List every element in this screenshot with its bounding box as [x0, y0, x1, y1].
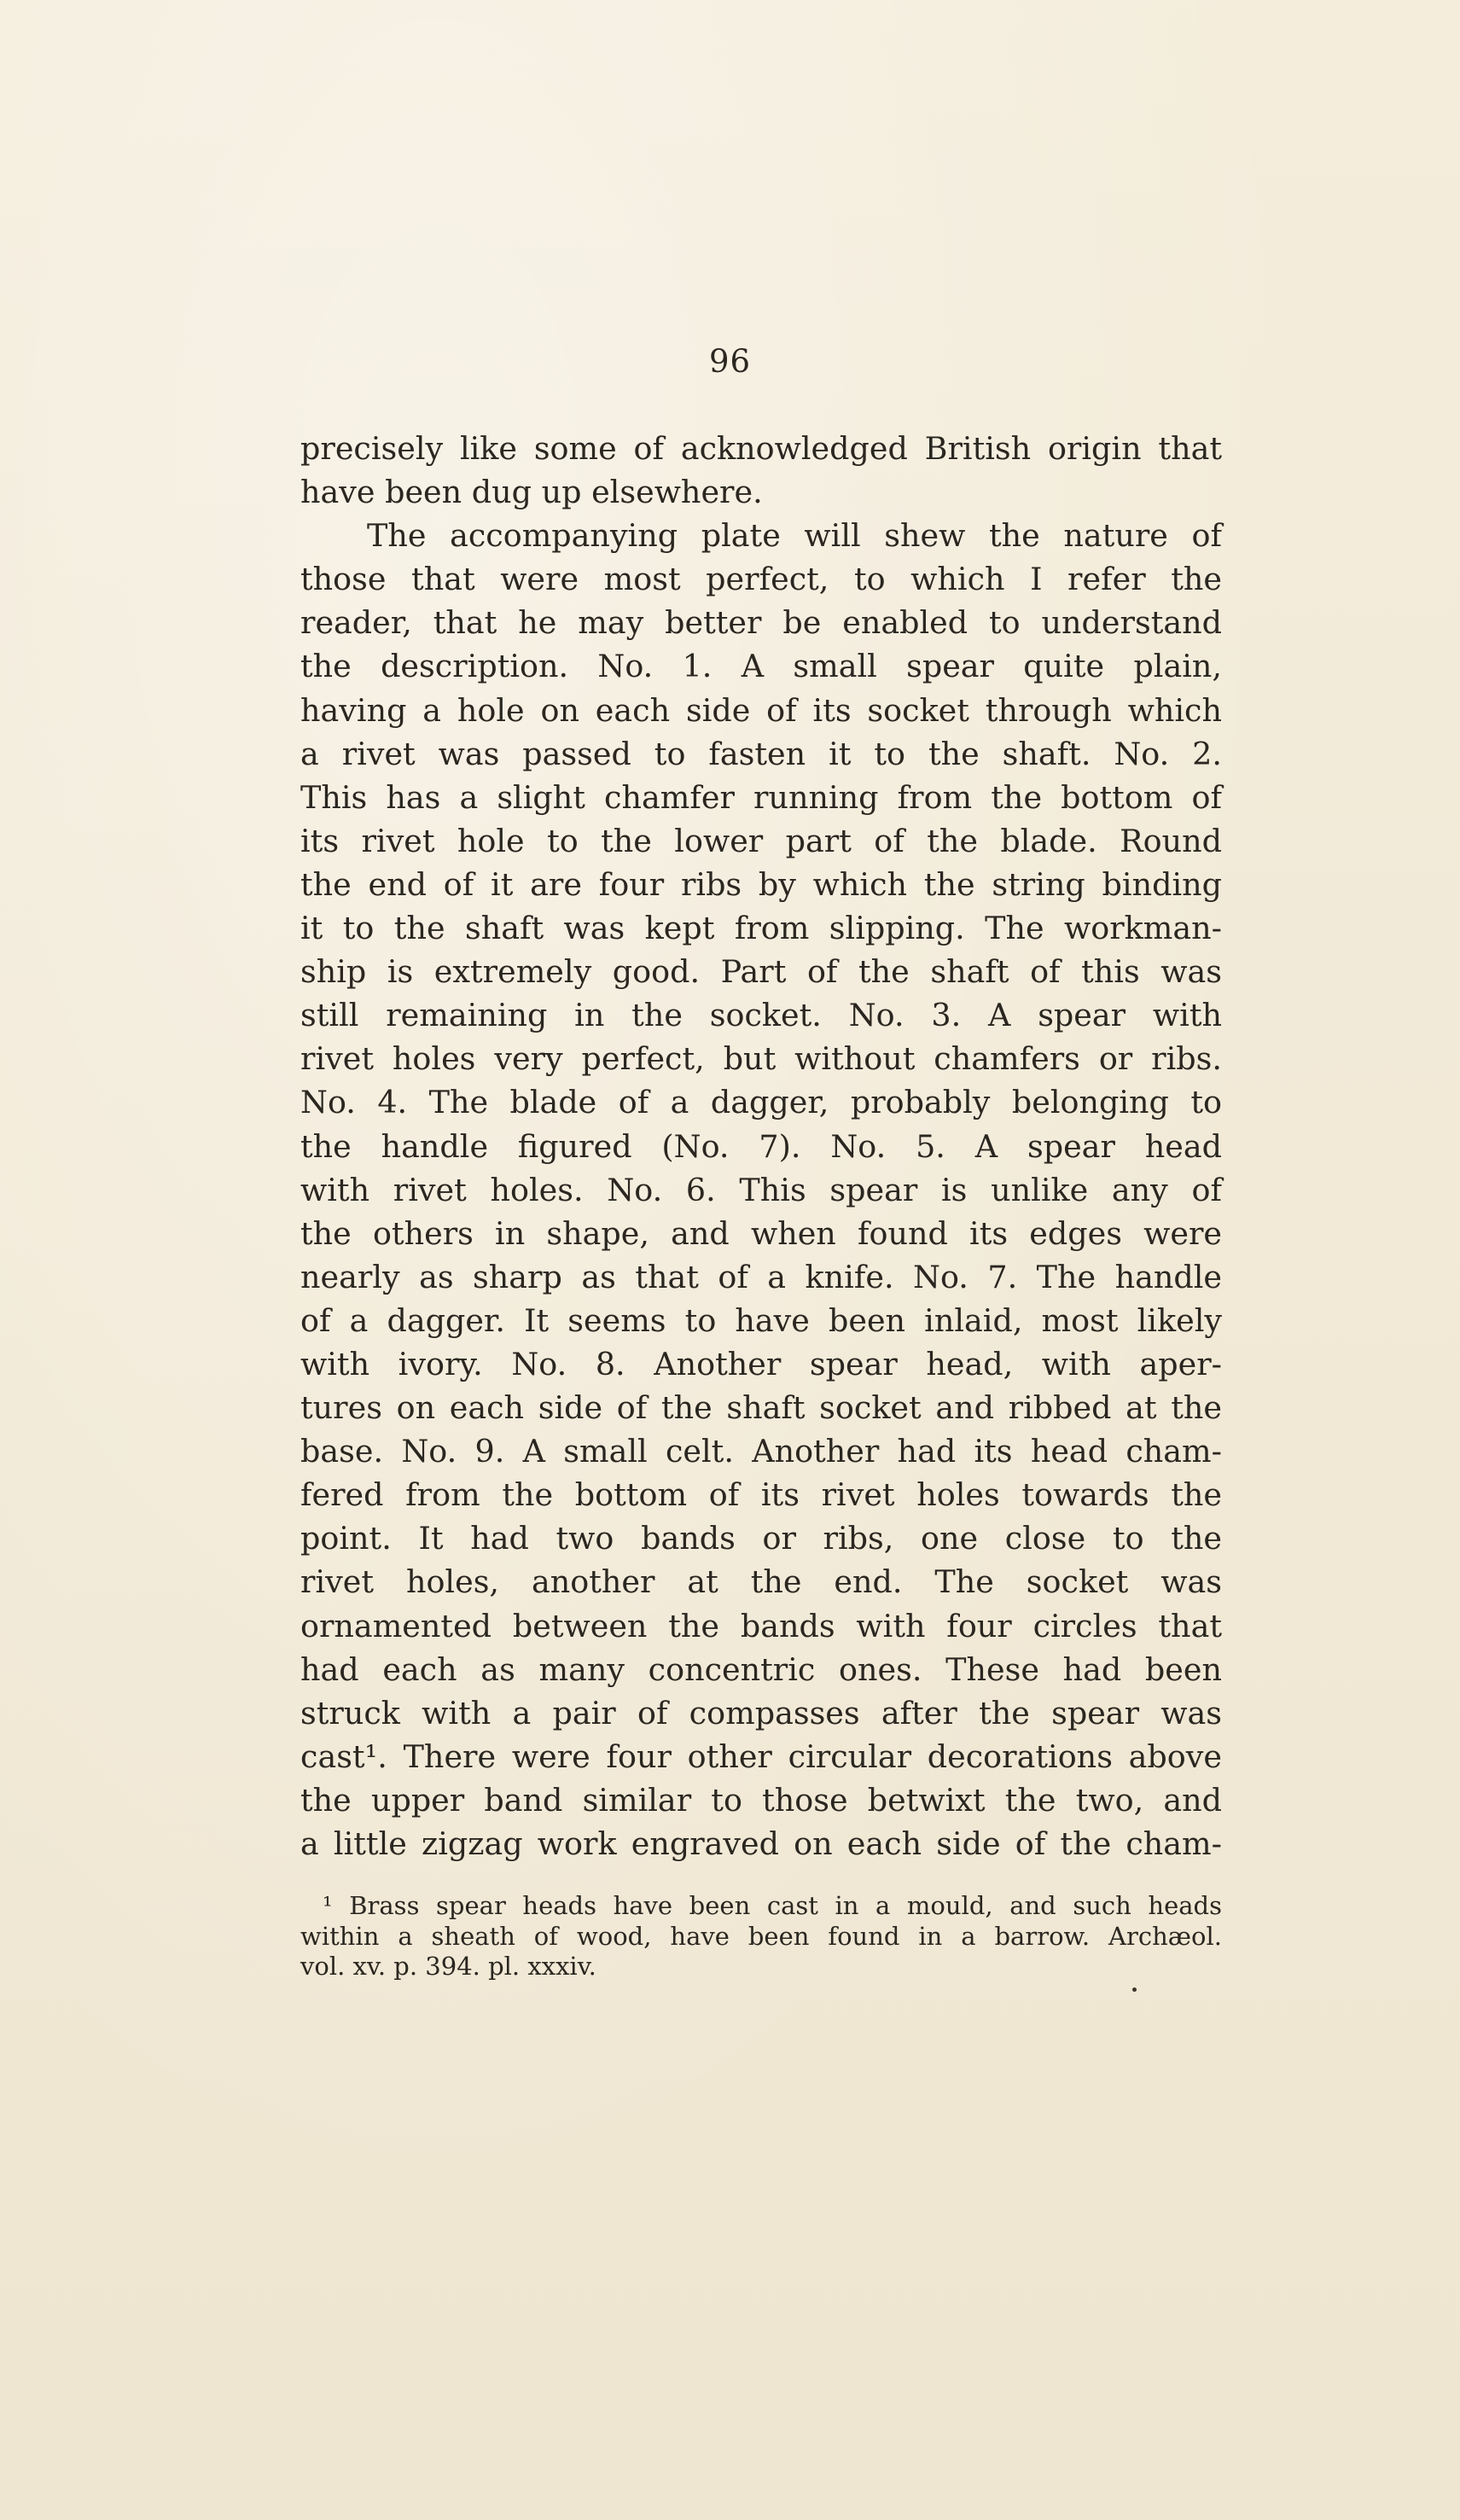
- text-line: still remaining in the socket. No. 3. A spear with: [300, 997, 1222, 1034]
- text-line: struck with a pair of compasses after the spear was: [300, 1694, 1222, 1731]
- text-line: base. No. 9. A small celt. Another had its head cham-: [300, 1433, 1222, 1470]
- page-number: 96: [708, 343, 752, 380]
- text-line: rivet holes, another at the end. The socket was: [300, 1563, 1222, 1601]
- text-line: with rivet holes. No. 6. This spear is unlike any of: [300, 1171, 1222, 1208]
- text-line: fered from the bottom of its rivet holes towards the: [300, 1476, 1222, 1514]
- text-line: of a dagger. It seems to have been inlaid, most likely: [300, 1301, 1222, 1339]
- text-line: The accompanying plate will shew the nature of: [367, 517, 1222, 555]
- text-line: This has a slight chamfer running from the bottom of: [300, 778, 1222, 816]
- ink-speck: [1132, 1987, 1137, 1992]
- text-line: those that were most perfect, to which I refer the: [300, 561, 1222, 598]
- text-line: No. 4. The blade of a dagger, probably belonging to: [300, 1084, 1222, 1121]
- text-line: with ivory. No. 8. Another spear head, with aper-: [300, 1345, 1222, 1382]
- text-line: ship is extremely good. Part of the shaft of this was: [300, 953, 1222, 991]
- footnote-line: within a sheath of wood, have been found in a barrow. Archæol.: [300, 1921, 1222, 1951]
- text-line: the upper band similar to those betwixt the two, and: [300, 1781, 1222, 1819]
- text-line: the end of it are four ribs by which the string binding: [300, 865, 1222, 903]
- text-line: having a hole on each side of its socket through which: [300, 691, 1222, 729]
- text-line: have been dug up elsewhere.: [300, 474, 763, 511]
- footnote-line: vol. xv. p. 394. pl. xxxiv.: [300, 1952, 596, 1981]
- text-line: a rivet was passed to fasten it to the shaft. No. 2.: [300, 735, 1222, 772]
- text-line: rivet holes very perfect, but without chamfers or ribs.: [300, 1040, 1222, 1078]
- text-line: it to the shaft was kept from slipping. The workman-: [300, 910, 1222, 947]
- text-line: cast¹. There were four other circular decorations above: [300, 1737, 1222, 1775]
- footnote-line: ¹ Brass spear heads have been cast in a mould, and such heads: [323, 1891, 1222, 1920]
- text-line: precisely like some of acknowledged British origin that: [300, 430, 1222, 467]
- text-line: point. It had two bands or ribs, one close to the: [300, 1520, 1222, 1557]
- text-line: nearly as sharp as that of a knife. No. 7. The handle: [300, 1258, 1222, 1295]
- text-line: tures on each side of the shaft socket and ribbed at the: [300, 1389, 1222, 1427]
- text-line: the others in shape, and when found its edges were: [300, 1214, 1222, 1252]
- text-line: ornamented between the bands with four circles that: [300, 1607, 1222, 1644]
- text-line: the description. No. 1. A small spear quite plain,: [300, 648, 1222, 685]
- text-line: the handle figured (No. 7). No. 5. A spear head: [300, 1127, 1222, 1165]
- text-line: reader, that he may better be enabled to understand: [300, 604, 1222, 642]
- text-line: had each as many concentric ones. These had been: [300, 1650, 1222, 1688]
- text-line: a little zigzag work engraved on each side of the cham-: [300, 1825, 1222, 1862]
- footnote: [300, 1891, 1222, 1982]
- text-line: its rivet hole to the lower part of the blade. Round: [300, 822, 1222, 859]
- body-text: [300, 427, 1222, 1865]
